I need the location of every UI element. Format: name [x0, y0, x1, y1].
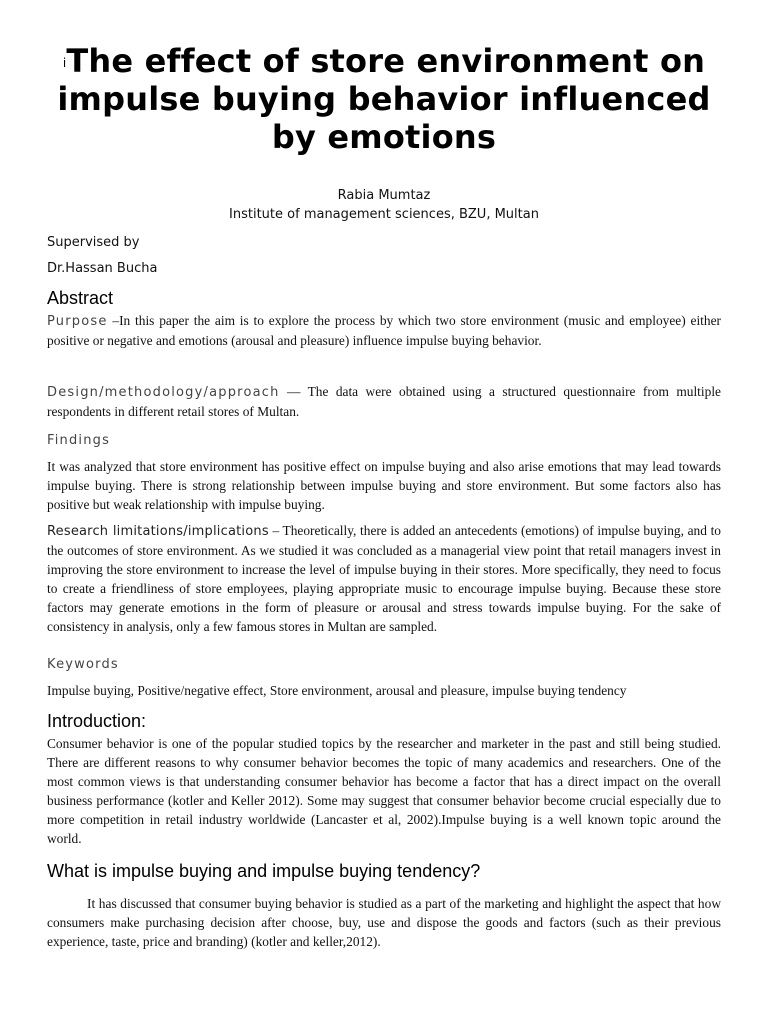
author-name: Rabia Mumtaz [337, 188, 431, 203]
keywords-label-block [47, 655, 721, 673]
purpose-text: –In this paper the aim is to explore the process by which two store environment (music and employee) either positive or negative and emotions (arousal and pleasure) influence impulse buying behavior. [47, 313, 721, 348]
supervised-by-label: Supervised by [47, 235, 140, 250]
limitations-label: Research limitations/implications [47, 524, 269, 539]
findings-label: Findings [47, 433, 111, 448]
findings-label-block [47, 431, 721, 449]
design-dash: — [279, 384, 308, 399]
introduction-paragraph: Consumer behavior is one of the popular studied topics by the researcher and marketer in the past and still being studied. There are different reasons to why consumer behavior becomes the topic of many academics and researchers. One of the most common views is that understanding consumer behavior has become a factor that has a direct impact on the overall business performance (kotler and Keller 2012). Some may suggest that consumer behavior become crucial especially due to more competition in retail industry worldwide (Lancaster et al, 2002).Impulse buying is a well known topic around the world. [47, 736, 721, 846]
limitations-paragraph [47, 521, 721, 636]
section-impulse-buying-paragraph: It has discussed that consumer buying behavior is studied as a part of the marketing and highlight the aspect that how consumers make purchasing decision after choose, buy, use and dispose the goods and factors (such as their previous experience, taste, price and branding) (kotler and keller,2012). [47, 896, 721, 949]
supervisor-name: Dr.Hassan Bucha [47, 261, 158, 276]
purpose-label: Purpose [47, 314, 108, 329]
paper-title [40, 42, 728, 156]
paper-title-text: The effect of store environment on impulse buying behavior influenced by emotions [57, 42, 711, 156]
title-footnote-marker: i [62, 56, 67, 70]
purpose-paragraph [47, 311, 721, 350]
introduction-heading: Introduction: [47, 711, 147, 731]
keywords-label: Keywords [47, 657, 119, 672]
section-heading-impulse-buying: What is impulse buying and impulse buying tendency? [47, 861, 481, 881]
limitations-text: – Theoretically, there is added an antecedents (emotions) of impulse buying, and to the outcomes of store environment. As we studied it was concluded as a managerial view point that retail managers invest in improving the store environment to increase the level of impulse buying in their stores. More specifically, they need to focus to create a friendliness of store employees, playing appropriate music to encourage impulse buying. Because these store factors may generate emotions in the form of pleasure or arousal and stress towards impulse buying. For the sake of consistency in analysis, only a few famous stores in Multan are sampled. [47, 523, 721, 634]
author-affiliation: Institute of management sciences, BZU, Multan [229, 207, 539, 222]
keywords-text: Impulse buying, Positive/negative effect, Store environment, arousal and pleasure, impulse buying tendency [47, 683, 627, 698]
abstract-heading: Abstract [47, 288, 114, 308]
design-paragraph [47, 382, 721, 421]
design-text: The data were obtained using a structured questionnaire from multiple respondents in different retail stores of Multan. [47, 384, 721, 419]
design-label: Design/methodology/approach [47, 385, 280, 400]
findings-paragraph: It was analyzed that store environment has positive effect on impulse buying and also arise emotions that may lead towards impulse buying. There is strong relationship between impulse buying and store environment. But some factors also has positive but weak relationship with impulse buying. [47, 459, 721, 512]
